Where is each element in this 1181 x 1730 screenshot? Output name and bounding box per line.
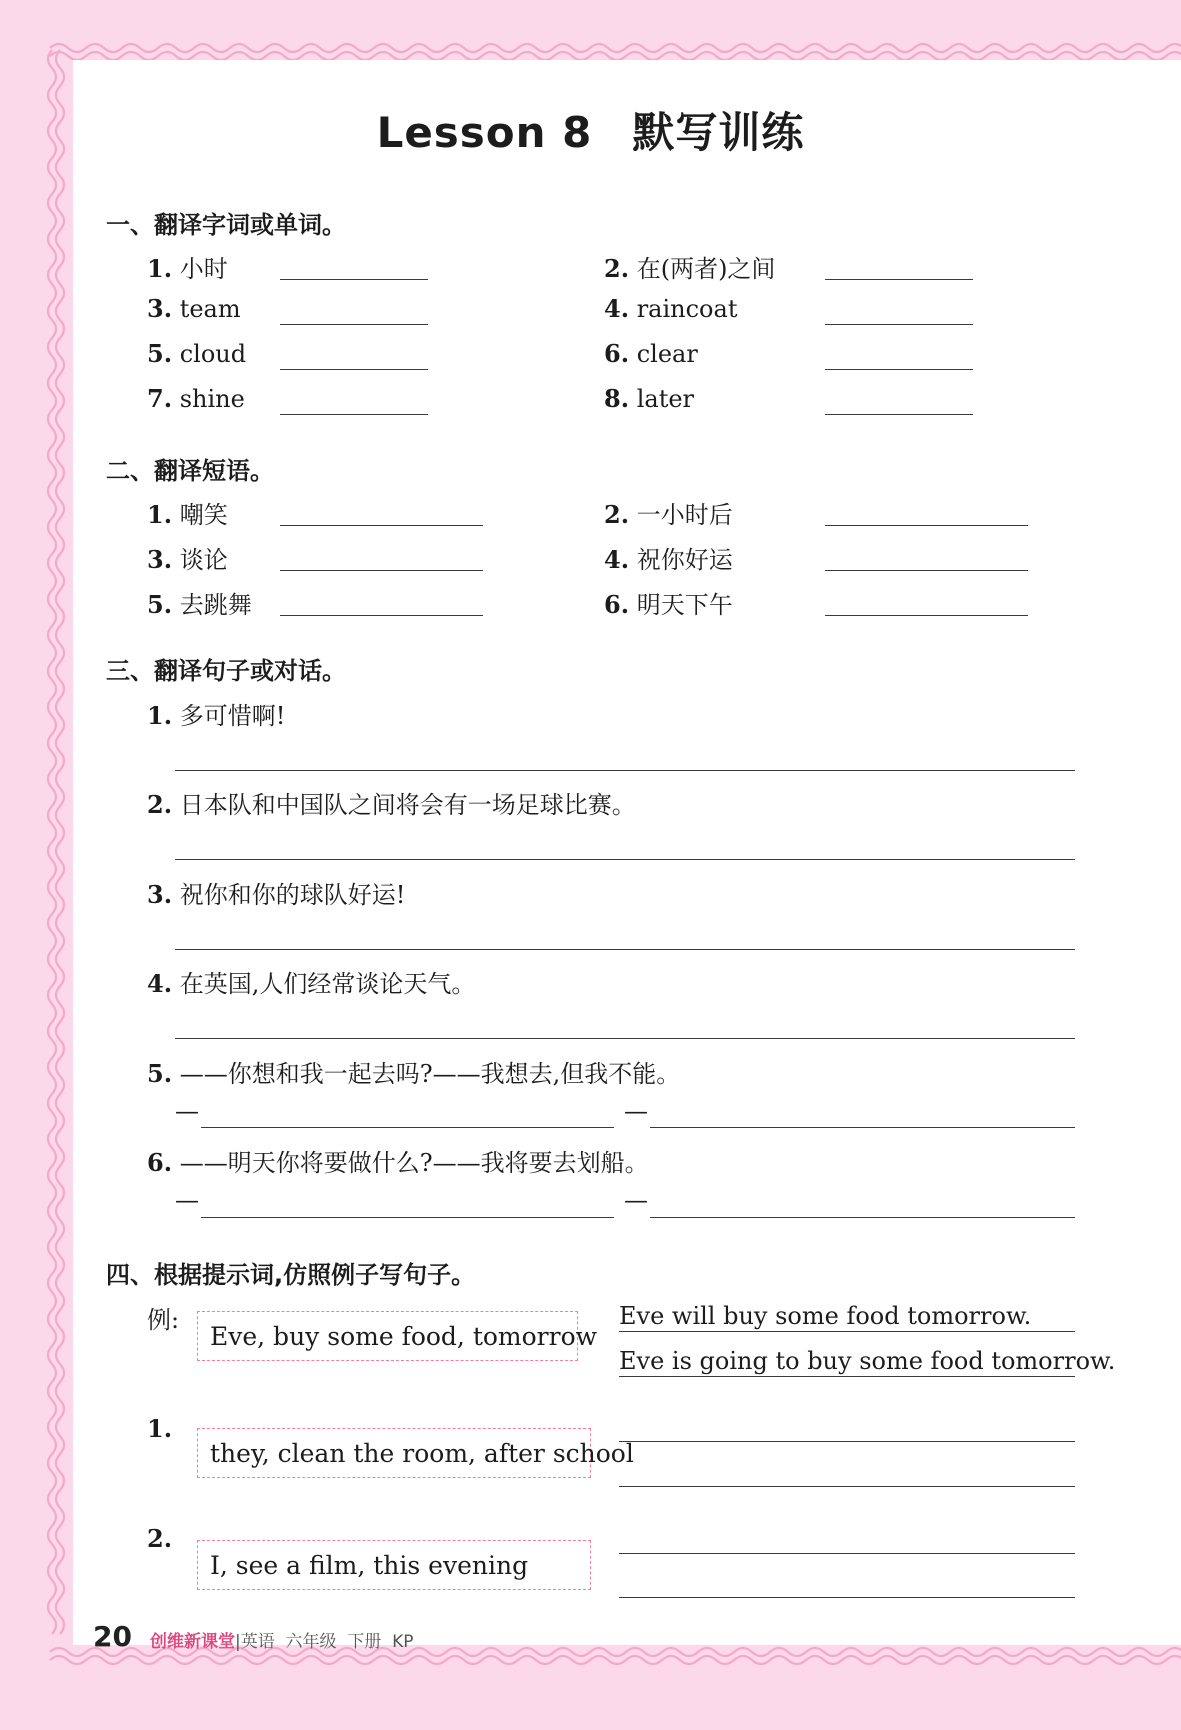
item-number: 5. (147, 339, 173, 368)
dialogue-dash: — (175, 1186, 199, 1214)
s2-answer-line-1[interactable] (280, 525, 483, 526)
example-label: 例: (147, 1306, 180, 1334)
footer-separator: | (235, 1632, 241, 1652)
s2-item-1 (147, 495, 228, 530)
item-number: 3. (147, 880, 173, 909)
item-number: 1. (147, 701, 173, 730)
s1-item-2 (604, 249, 775, 284)
s3-item-5 (147, 1054, 680, 1089)
footer-book-info: 英语 六年级 下册 KP (240, 1632, 414, 1652)
s1-item-4 (604, 294, 737, 323)
dialogue-dash: — (175, 1097, 199, 1125)
s3-answer-line-5a[interactable] (201, 1127, 614, 1128)
title-subtitle: 默写训练 (632, 108, 805, 157)
item-text: 去跳舞 (179, 591, 252, 619)
s4-answer-line-1a[interactable] (619, 1441, 1075, 1442)
s2-item-4 (604, 540, 733, 575)
item-number: 5. (147, 590, 173, 619)
example-answer-1: Eve will buy some food tomorrow. (619, 1302, 1032, 1330)
s3-item-3 (147, 875, 405, 910)
s3-answer-line-5b[interactable] (650, 1127, 1075, 1128)
item-number: 3. (147, 294, 173, 323)
item-text: 小时 (179, 255, 228, 283)
s3-answer-line-6a[interactable] (201, 1217, 614, 1218)
item-number: 2. (147, 790, 173, 819)
s1-answer-line-7[interactable] (280, 414, 428, 415)
s4-item-1-number (147, 1414, 172, 1443)
page-number: 20 (93, 1620, 132, 1653)
item-number: 1. (147, 500, 173, 529)
item-number: 1. (147, 1414, 173, 1443)
page-title (0, 100, 1181, 160)
item-number: 5. (147, 1059, 173, 1088)
example-answer-line-1 (619, 1331, 1075, 1332)
section1-heading: 一、翻译字词或单词。 (106, 211, 346, 239)
s1-item-8 (604, 384, 694, 413)
item-text: 一小时后 (636, 501, 733, 529)
s4-prompt-box-1 (197, 1428, 634, 1478)
s2-item-2 (604, 495, 733, 530)
footer-info (150, 1627, 414, 1652)
item-text: team (179, 295, 241, 323)
s1-answer-line-3[interactable] (280, 324, 428, 325)
item-number: 6. (604, 590, 630, 619)
dialogue-dash: — (624, 1097, 648, 1125)
item-number: 6. (147, 1148, 173, 1177)
item-text: 在(两者)之间 (636, 255, 776, 283)
item-number: 2. (147, 1524, 173, 1553)
s3-item-4 (147, 964, 475, 999)
s1-answer-line-5[interactable] (280, 369, 428, 370)
item-number: 1. (147, 254, 173, 283)
s1-item-5 (147, 339, 246, 368)
s3-answer-line-4[interactable] (175, 1038, 1075, 1039)
s1-answer-line-2[interactable] (825, 279, 973, 280)
lesson-label: Lesson 8 (376, 108, 593, 157)
s1-answer-line-6[interactable] (825, 369, 973, 370)
brand-name: 创维新课堂 (150, 1632, 235, 1652)
item-text: ——你想和我一起去吗?——我想去,但我不能。 (179, 1060, 681, 1088)
item-number: 8. (604, 384, 630, 413)
s2-answer-line-3[interactable] (280, 570, 483, 571)
item-text: raincoat (636, 295, 738, 323)
prompt-text: I, see a film, this evening (210, 1550, 529, 1580)
item-text: 日本队和中国队之间将会有一场足球比赛。 (179, 791, 636, 819)
s1-item-6 (604, 339, 698, 368)
item-number: 2. (604, 254, 630, 283)
s2-item-6 (604, 585, 733, 620)
example-prompt-text: Eve, buy some food, tomorrow (210, 1321, 598, 1351)
item-text: later (636, 385, 695, 413)
section2-heading: 二、翻译短语。 (106, 457, 274, 485)
item-number: 4. (147, 969, 173, 998)
item-text: 明天下午 (636, 591, 733, 619)
item-text: shine (179, 385, 245, 413)
item-number: 6. (604, 339, 630, 368)
s2-answer-line-5[interactable] (280, 615, 483, 616)
s2-answer-line-2[interactable] (825, 525, 1028, 526)
item-text: 祝你和你的球队好运! (179, 881, 406, 909)
s2-item-3 (147, 540, 228, 575)
s1-item-7 (147, 384, 245, 413)
item-text: 多可惜啊! (179, 702, 286, 730)
item-text: 谈论 (179, 546, 228, 574)
s1-answer-line-8[interactable] (825, 414, 973, 415)
s1-item-1 (147, 249, 228, 284)
item-text: clear (636, 340, 698, 368)
item-text: 祝你好运 (636, 546, 733, 574)
dialogue-dash: — (624, 1186, 648, 1214)
item-text: cloud (179, 340, 247, 368)
item-text: 嘲笑 (179, 501, 228, 529)
s4-prompt-box-2 (197, 1540, 591, 1590)
section3-heading: 三、翻译句子或对话。 (106, 657, 346, 685)
item-number: 2. (604, 500, 630, 529)
s4-item-2-number (147, 1524, 172, 1553)
item-number: 4. (604, 545, 630, 574)
s2-item-5 (147, 585, 252, 620)
s4-answer-line-2a[interactable] (619, 1553, 1075, 1554)
s1-answer-line-4[interactable] (825, 324, 973, 325)
item-number: 3. (147, 545, 173, 574)
example-answer-2: Eve is going to buy some food tomorrow. (619, 1347, 1116, 1375)
s4-answer-line-1b[interactable] (619, 1486, 1075, 1487)
s4-answer-line-2b[interactable] (619, 1597, 1075, 1598)
s3-item-1 (147, 696, 285, 731)
s3-answer-line-2[interactable] (175, 859, 1075, 860)
s1-item-3 (147, 294, 241, 323)
prompt-text: they, clean the room, after school (210, 1438, 634, 1468)
item-number: 7. (147, 384, 173, 413)
item-number: 4. (604, 294, 630, 323)
s3-answer-line-3[interactable] (175, 949, 1075, 950)
s3-item-2 (147, 785, 636, 820)
s3-item-6 (147, 1143, 649, 1178)
s1-answer-line-1[interactable] (280, 279, 428, 280)
example-prompt-box (197, 1311, 598, 1361)
example-answer-line-2 (619, 1376, 1075, 1377)
section4-heading: 四、根据提示词,仿照例子写句子。 (106, 1261, 476, 1289)
item-text: ——明天你将要做什么?——我将要去划船。 (179, 1149, 649, 1177)
s3-answer-line-6b[interactable] (650, 1217, 1075, 1218)
item-text: 在英国,人们经常谈论天气。 (179, 970, 476, 998)
s2-answer-line-6[interactable] (825, 615, 1028, 616)
s2-answer-line-4[interactable] (825, 570, 1028, 571)
s3-answer-line-1[interactable] (175, 770, 1075, 771)
